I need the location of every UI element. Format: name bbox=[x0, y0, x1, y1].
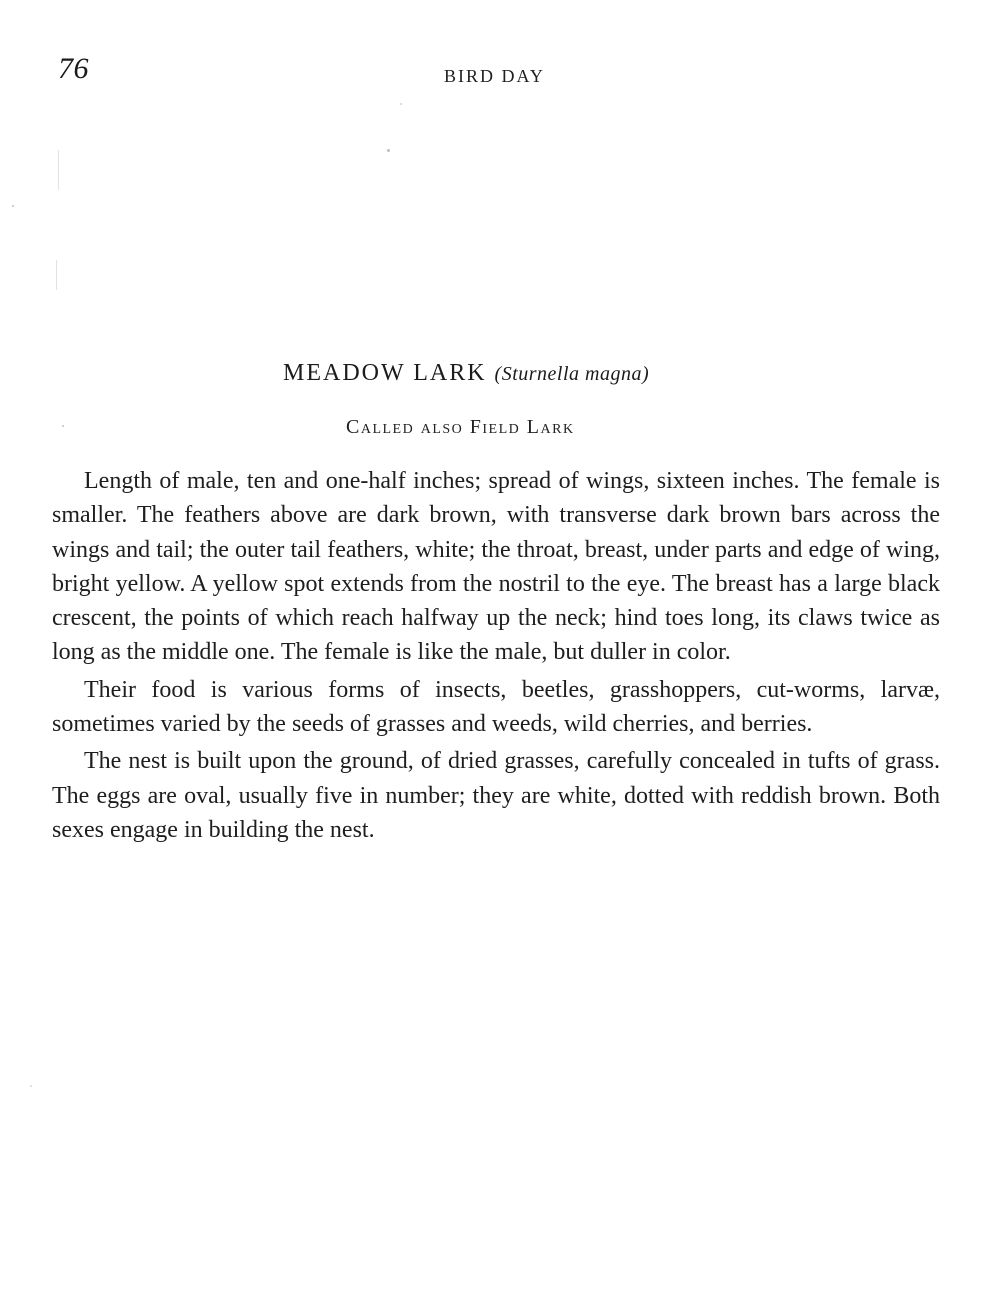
paragraph-nest: The nest is built upon the ground, of dried grasses, carefully concealed in tufts of grass. The eggs are oval, usually five in number; they are white, dotted with reddish brown. Both sexes engage in building the nest. bbox=[52, 748, 940, 843]
article-subtitle: Called also Field Lark bbox=[346, 416, 575, 438]
scan-speck bbox=[62, 425, 64, 427]
scan-speck bbox=[387, 149, 390, 152]
scan-speck bbox=[400, 103, 402, 105]
scan-speck bbox=[56, 260, 57, 290]
title-scientific-name: (Sturnella magna) bbox=[494, 363, 650, 385]
scan-speck bbox=[30, 1085, 32, 1087]
paragraph-description: Length of male, ten and one-half inches; spread of wings, sixteen inches. The female is smaller. The feathers above are dark brown, with transverse dark brown bars across the wings and tail; the outer tail feathers, white; the throat, breast, under parts and edge of wing, bright yellow. A yellow spot extends from the nostril to the eye. The breast has a large black crescent, the points of which reach halfway up the neck; hind toes long, its claws twice as long as the middle one. The female is like the male, but duller in color. bbox=[52, 468, 940, 666]
article-body bbox=[52, 464, 940, 847]
scan-speck bbox=[58, 150, 59, 190]
scan-speck bbox=[12, 205, 14, 207]
paragraph-food: Their food is various forms of insects, beetles, grasshoppers, cut-worms, larvæ, sometimes varied by the seeds of grasses and weeds, wild cherries, and berries. bbox=[52, 676, 940, 738]
article-title bbox=[283, 360, 649, 387]
page-number: 76 bbox=[58, 52, 89, 85]
title-common-name: MEADOW LARK bbox=[283, 360, 487, 386]
running-head: BIRD DAY bbox=[444, 66, 545, 86]
